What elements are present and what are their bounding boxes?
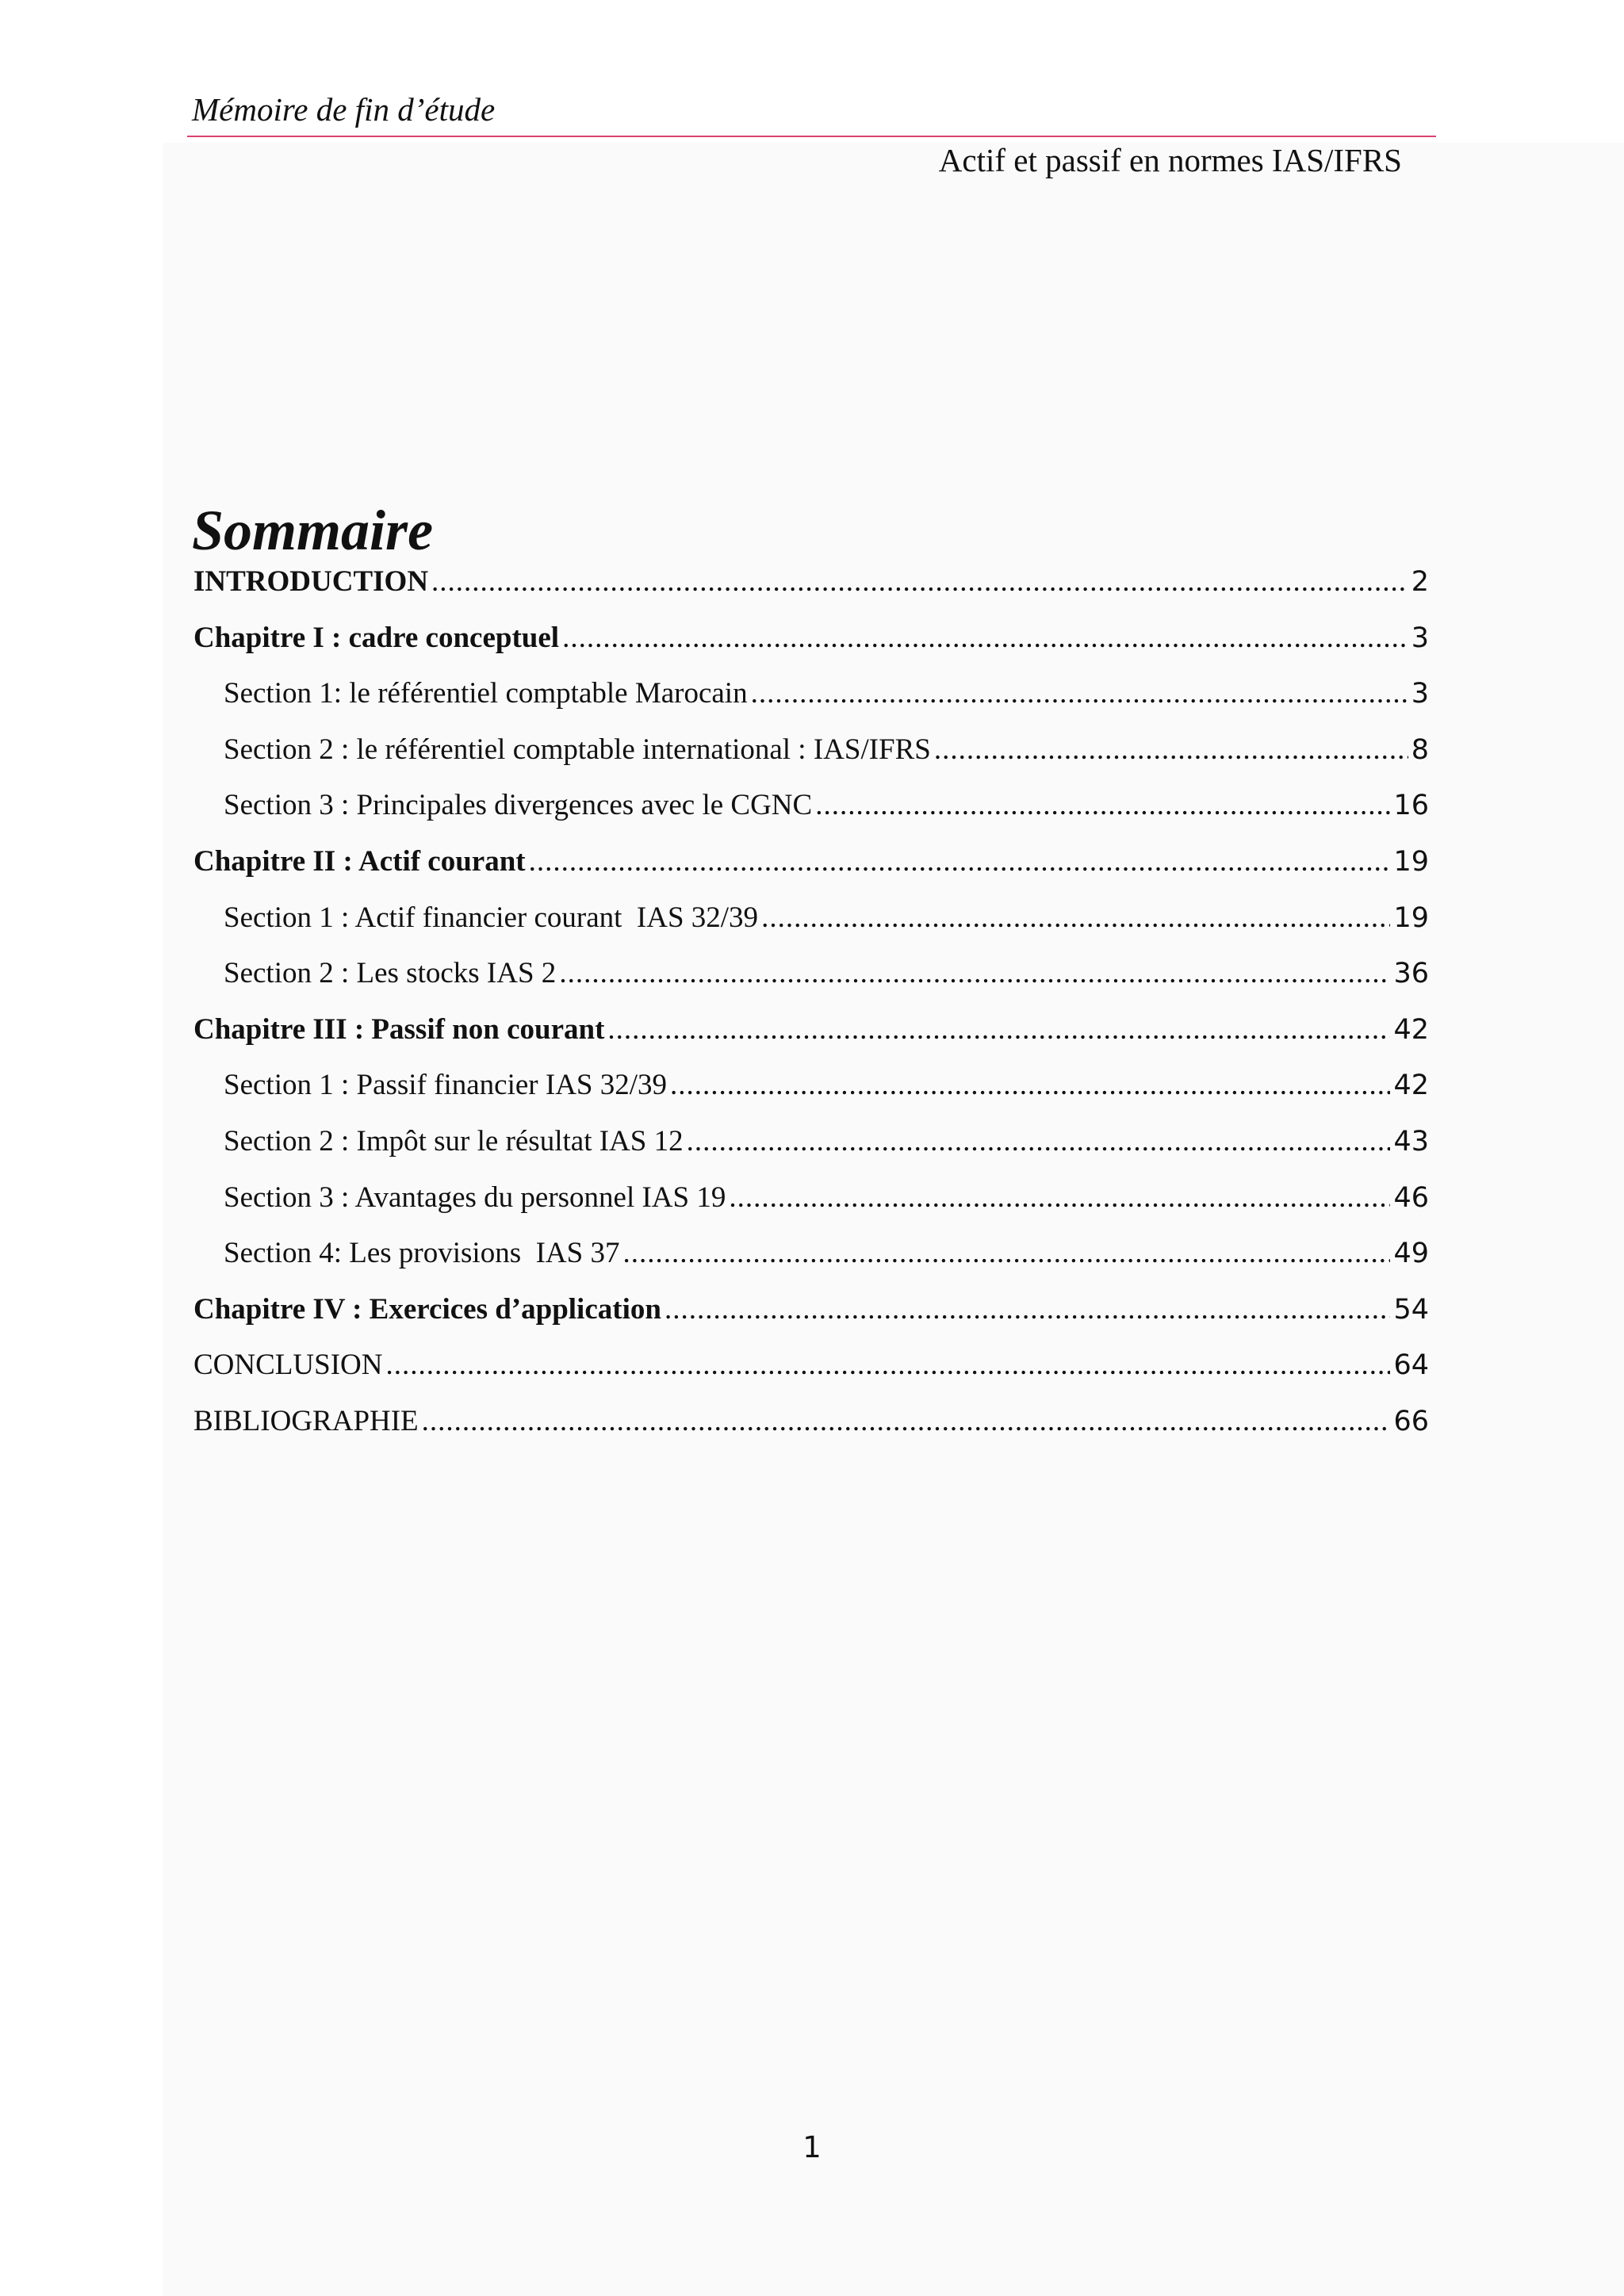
toc-dot-leader: [607, 1015, 1390, 1044]
toc-entry-label: BIBLIOGRAPHIE: [193, 1404, 419, 1437]
toc-entry-label: CONCLUSION: [193, 1349, 383, 1382]
header-document-title: Actif et passif en normes IAS/IFRS: [938, 142, 1402, 178]
toc-entry-page: 8: [1411, 733, 1429, 766]
toc-entry-introduction[interactable]: [193, 567, 1429, 623]
toc-entry-label: Section 2 : le référentiel comptable international : IAS/IFRS: [224, 733, 931, 766]
toc-entry-chapitre-3[interactable]: [193, 1012, 1429, 1071]
toc-dot-leader: [687, 1127, 1391, 1156]
toc-entry-label: Section 1: le référentiel comptable Marocain: [224, 677, 748, 710]
toc-entry-page: 64: [1393, 1349, 1429, 1382]
toc-entry-page: 16: [1393, 790, 1429, 822]
toc-dot-leader: [559, 959, 1390, 988]
toc-entry-ch1-section-3[interactable]: [193, 790, 1429, 847]
toc-entry-ch3-section-4[interactable]: [193, 1238, 1429, 1295]
toc-dot-leader: [670, 1070, 1390, 1100]
toc-entry-label: Section 2 : Impôt sur le résultat IAS 12: [224, 1124, 684, 1158]
toc-entry-ch1-section-2[interactable]: [193, 735, 1429, 791]
toc-entry-ch2-section-1[interactable]: [193, 903, 1429, 959]
toc-entry-page: 54: [1393, 1293, 1429, 1326]
toc-entry-page: 3: [1411, 678, 1429, 710]
toc-entry-page: 49: [1393, 1238, 1429, 1270]
toc-entry-chapitre-2[interactable]: [193, 844, 1429, 903]
toc-entry-page: 3: [1411, 622, 1429, 654]
toc-entry-page: 19: [1393, 845, 1429, 878]
header-divider: [187, 136, 1436, 137]
toc-dot-leader: [422, 1406, 1391, 1436]
toc-entry-page: 66: [1393, 1405, 1429, 1437]
toc-entry-ch3-section-1[interactable]: [193, 1070, 1429, 1127]
toc-entry-label: Section 2 : Les stocks IAS 2: [224, 957, 557, 990]
footer-page-number: 1: [802, 2130, 822, 2164]
toc-entry-label: INTRODUCTION: [193, 565, 429, 598]
toc-entry-ch2-section-2[interactable]: [193, 959, 1429, 1015]
toc-entry-page: 43: [1393, 1125, 1429, 1158]
toc-entry-conclusion[interactable]: [193, 1350, 1429, 1406]
toc-dot-leader: [562, 623, 1408, 652]
toc-entry-label: Chapitre IV : Exercices d’application: [193, 1292, 661, 1326]
toc-dot-leader: [622, 1238, 1390, 1268]
toc-dot-leader: [529, 847, 1391, 876]
toc-entry-label: Section 4: Les provisions IAS 37: [224, 1237, 620, 1270]
toc-entry-chapitre-4[interactable]: [193, 1292, 1429, 1351]
table-of-contents: [193, 567, 1429, 1463]
toc-entry-label: Section 1 : Passif financier IAS 32/39: [224, 1069, 668, 1102]
toc-dot-leader: [431, 567, 1408, 596]
header-document-type: Mémoire de fin d’étude: [192, 91, 496, 128]
toc-entry-label: Section 1 : Actif financier courant IAS 32/39: [224, 901, 759, 934]
toc-dot-leader: [815, 790, 1390, 820]
toc-entry-label: Chapitre III : Passif non courant: [193, 1012, 605, 1046]
toc-entry-page: 46: [1393, 1181, 1429, 1214]
toc-dot-leader: [385, 1350, 1390, 1380]
toc-entry-ch1-section-1[interactable]: [193, 679, 1429, 735]
toc-entry-page: 36: [1393, 958, 1429, 990]
toc-title: Sommaire: [192, 499, 434, 563]
toc-entry-page: 42: [1393, 1013, 1429, 1046]
toc-entry-label: Section 3 : Principales divergences avec le CGNC: [224, 789, 813, 822]
toc-entry-label: Chapitre I : cadre conceptuel: [193, 621, 560, 654]
toc-dot-leader: [665, 1295, 1391, 1324]
toc-entry-ch3-section-2[interactable]: [193, 1124, 1429, 1183]
toc-entry-label: Chapitre II : Actif courant: [193, 844, 526, 878]
toc-dot-leader: [761, 903, 1390, 932]
toc-entry-chapitre-1[interactable]: [193, 623, 1429, 679]
toc-entry-label: Section 3 : Avantages du personnel IAS 19: [224, 1181, 726, 1214]
toc-entry-bibliographie[interactable]: [193, 1406, 1429, 1463]
toc-dot-leader: [729, 1183, 1390, 1212]
toc-entry-ch3-section-3[interactable]: [193, 1183, 1429, 1239]
toc-entry-page: 42: [1393, 1070, 1429, 1102]
toc-dot-leader: [934, 735, 1408, 764]
toc-dot-leader: [751, 679, 1408, 708]
toc-entry-page: 19: [1393, 901, 1429, 934]
toc-entry-page: 2: [1411, 566, 1429, 598]
